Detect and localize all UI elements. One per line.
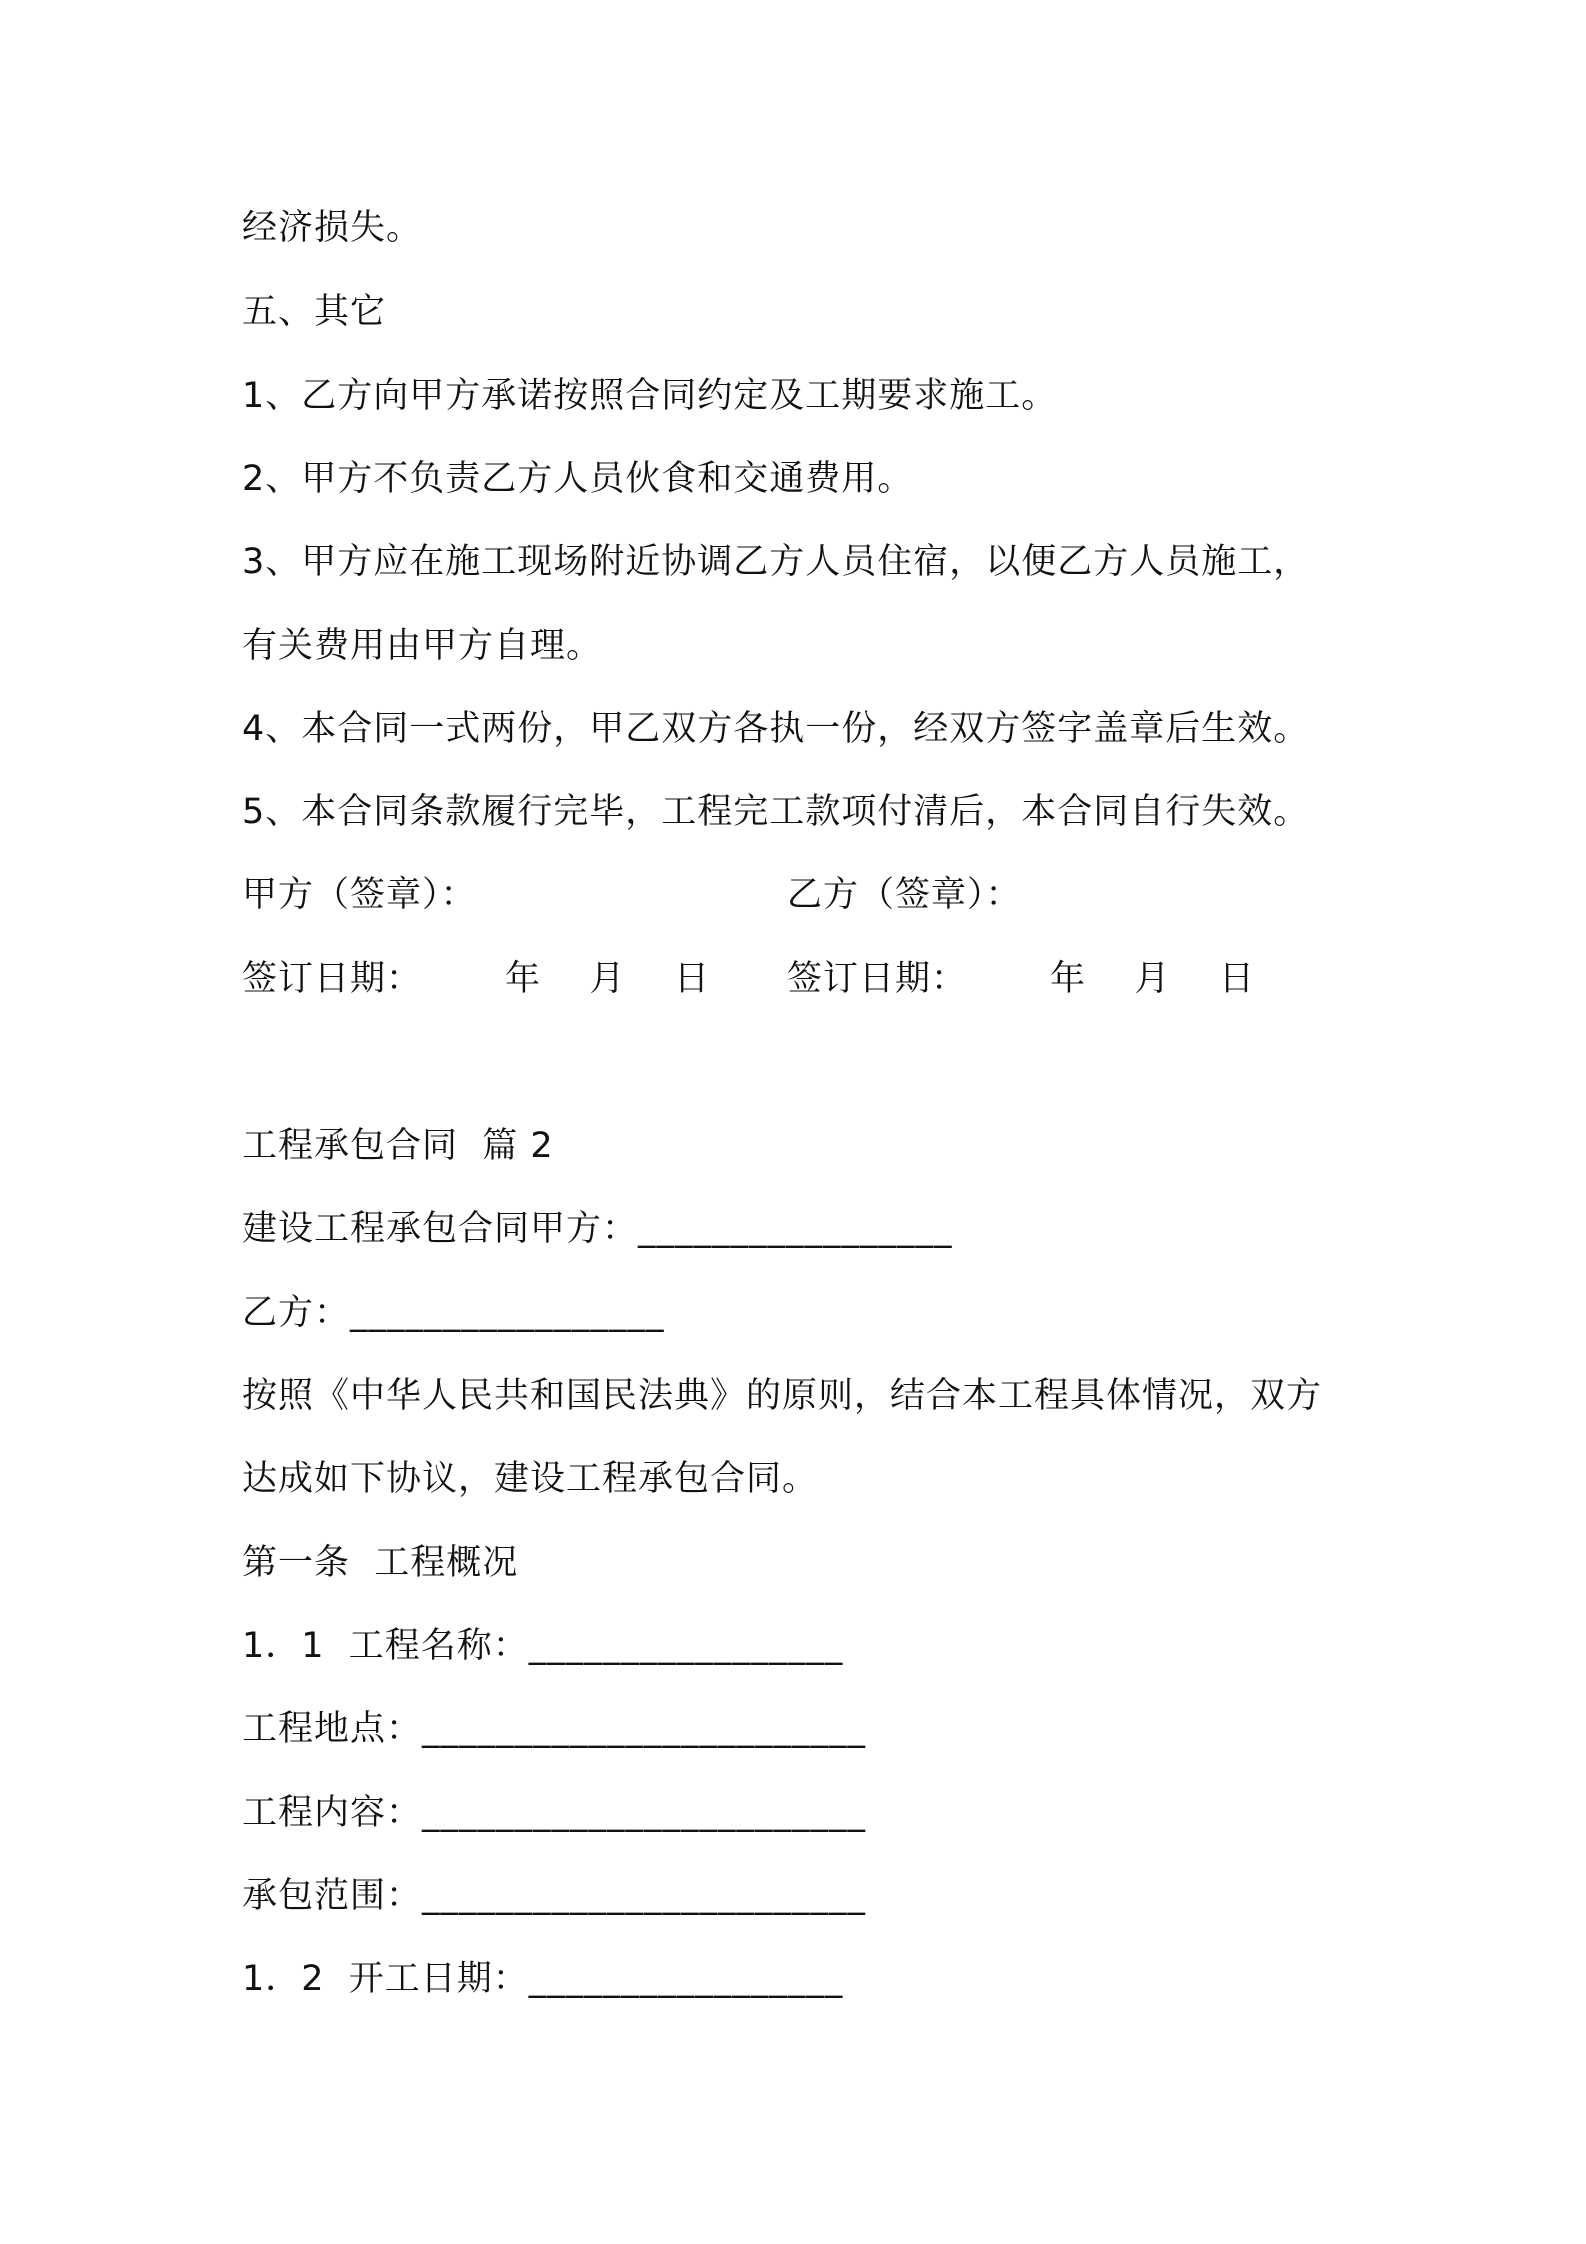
project-location-line: 工程地点：________________________ xyxy=(242,1709,867,1749)
party-a-date-fields: 年 月 日 xyxy=(505,959,711,999)
clause-2: 2、甲方不负责乙方人员伙食和交通费用。 xyxy=(242,459,914,499)
party-b-date-label: 签订日期： xyxy=(787,959,968,999)
clause-1: 1、乙方向甲方承诺按照合同约定及工期要求施工。 xyxy=(242,376,1058,416)
party-a-date-label: 签订日期： xyxy=(242,959,423,999)
project-name-line: 1．1 工程名称：_________________ xyxy=(242,1626,844,1666)
clause-3-continued: 有关费用由甲方自理。 xyxy=(242,626,603,666)
party-b-date-fields: 年 月 日 xyxy=(1050,959,1256,999)
party-a-signature-label: 甲方（签章）： xyxy=(242,875,477,915)
article-1-heading: 第一条 工程概况 xyxy=(242,1543,519,1583)
section-heading-other: 五、其它 xyxy=(242,292,387,332)
clause-3: 3、甲方应在施工现场附近协调乙方人员住宿，以便乙方人员施工， xyxy=(242,542,1310,582)
project-content-line: 工程内容：________________________ xyxy=(242,1793,867,1833)
preamble-line-1: 按照《中华人民共和国民法典》的原则，结合本工程具体情况，双方 xyxy=(242,1376,1323,1416)
start-date-line: 1．2 开工日期：_________________ xyxy=(242,1959,844,1999)
text-line-economic-loss: 经济损失。 xyxy=(242,208,423,248)
preamble-line-2: 达成如下协议，建设工程承包合同。 xyxy=(242,1459,819,1499)
clause-4: 4、本合同一式两份，甲乙双方各执一份，经双方签字盖章后生效。 xyxy=(242,709,1310,749)
party-b-line: 乙方：_________________ xyxy=(242,1293,665,1333)
contract-scope-line: 承包范围：________________________ xyxy=(242,1876,867,1916)
party-b-signature-label: 乙方（签章）： xyxy=(787,875,1022,915)
party-a-line: 建设工程承包合同甲方：_________________ xyxy=(242,1209,953,1249)
clause-5: 5、本合同条款履行完毕，工程完工款项付清后，本合同自行失效。 xyxy=(242,792,1310,832)
section-title-contract-2: 工程承包合同 篇 2 xyxy=(242,1126,554,1166)
